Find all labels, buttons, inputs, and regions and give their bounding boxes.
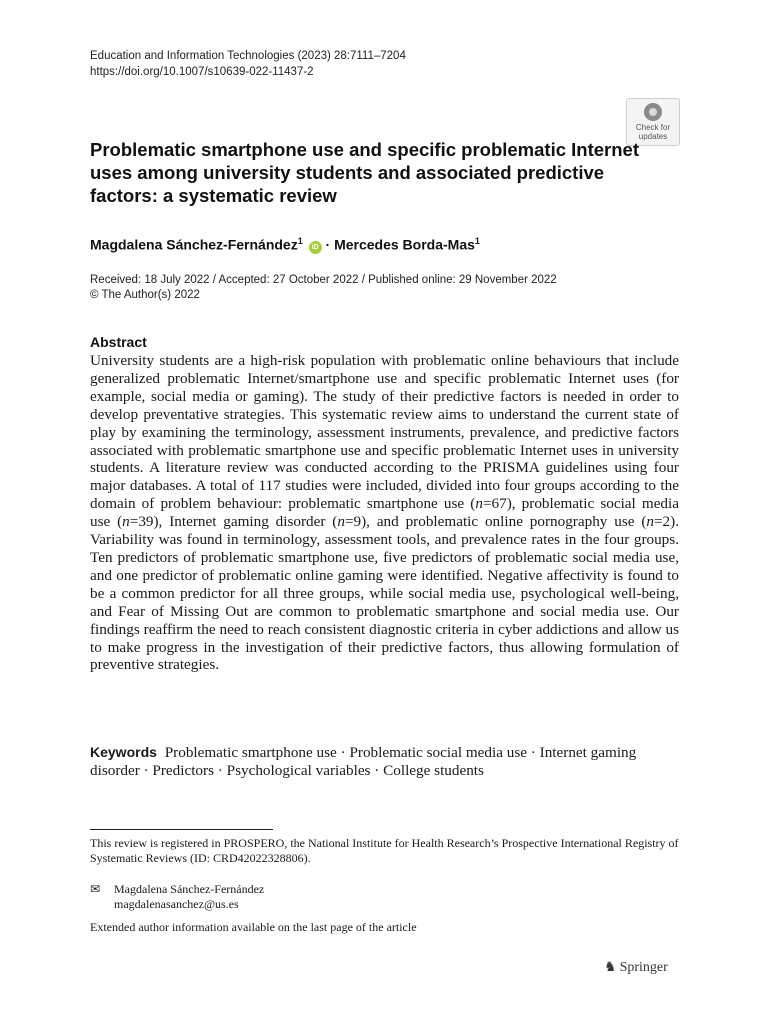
history-dates: Received: 18 July 2022 / Accepted: 27 October 2022 / Published online: 29 November 2022 (90, 274, 557, 286)
check-updates-line2: updates (638, 132, 668, 141)
keywords-label: Keywords (90, 744, 157, 760)
journal-header (90, 48, 406, 80)
corresponding-author (90, 882, 264, 912)
author-affiliation: 1 (297, 236, 303, 246)
author-affiliation: 1 (474, 236, 480, 246)
springer-horse-icon: ♞ (604, 959, 617, 975)
keywords (90, 743, 679, 780)
footnote: This review is registered in PROSPERO, the National Institute for Health Research’s Prospective International Registry of Systematic Reviews (ID: CRD42022328806). (90, 836, 679, 865)
journal-citation: Education and Information Technologies (2023) 28:7111–7204 (90, 50, 406, 62)
copyright-line: © The Author(s) 2022 (90, 289, 200, 301)
check-updates-line1: Check for (635, 123, 671, 132)
author-separator: · (321, 236, 335, 253)
abstract-body: University students are a high-risk population with problematic online behaviours that include generalized problematic Internet/smartphone use and specific problematic Internet uses (for example, social media or gaming). The study of their predictive factors is needed in order to develop preventative strategies. This systematic review aims to understand the current state of play by examining the terminology, assessment instruments, prevalence, and predictive factors associated with problematic smartphone use and specific problematic Internet uses in university students. A literature review was conducted according to the PRISMA guidelines using four major databases. A total of 117 studies were included, divided into four groups according to the domain of problem behaviour: problematic smartphone use (n=67), problematic social media use (n=39), Internet gaming disorder (n=9), and problematic online pornography use (n=2). Variability was found in terminology, assessment tools, and prevalence rates in the four groups. Ten predictors of problematic smartphone use, five predictors of problematic social media use, and one predictor of problematic online gaming were identified. Negative affectivity is found to be a common predictor for all three groups, while social media use, psychological well-being, and Fear of Missing Out are common to problematic smartphone and social media use. Our findings reaffirm the need to reach consistent diagnostic criteria in cyber addictions and allow us to make progress in the investigation of their predictive factors, thus allowing formulation of preventive strategies. (90, 352, 679, 674)
footnote-divider (90, 829, 273, 830)
check-updates-icon (644, 103, 662, 121)
article-title: Problematic smartphone use and specific problematic Internet uses among university students and associated predictive factors: a systematic review (90, 139, 639, 206)
author-name[interactable]: Mercedes Borda-Mas (334, 236, 475, 253)
publication-dates (90, 273, 557, 303)
keywords-text: Problematic smartphone use · Problematic social media use · Internet gaming disorder · Predictors · Psychological variables · College students (90, 744, 637, 779)
corresponding-email[interactable]: magdalenasanchez@us.es (114, 897, 239, 911)
author-name[interactable]: Magdalena Sánchez-Fernández (90, 236, 298, 253)
corresponding-name: Magdalena Sánchez-Fernández (114, 882, 265, 896)
doi-link[interactable]: https://doi.org/10.1007/s10639-022-11437-2 (90, 66, 314, 78)
orcid-icon[interactable]: iD (309, 241, 322, 254)
abstract-heading: Abstract (90, 334, 147, 350)
publisher-name: Springer (619, 960, 668, 975)
author-list (90, 232, 480, 254)
publisher-logo (604, 959, 668, 976)
extended-author-info: Extended author information available on the last page of the article (90, 920, 417, 934)
envelope-icon: ✉ (90, 882, 101, 896)
